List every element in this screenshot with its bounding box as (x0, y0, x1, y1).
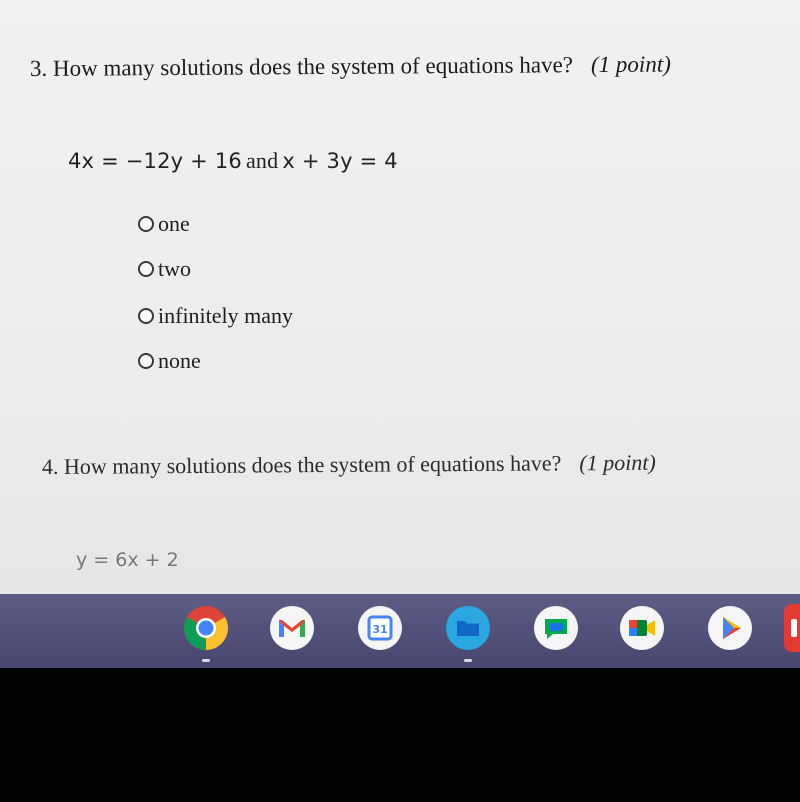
shelf-app-files[interactable] (444, 604, 492, 652)
shelf-app-partial[interactable] (784, 604, 800, 652)
radio-button-one[interactable] (138, 216, 154, 232)
shelf-app-chrome[interactable] (182, 604, 230, 652)
option-infinitely-many-label: infinitely many (158, 303, 294, 328)
option-two-label: two (158, 256, 191, 281)
question-3-heading (30, 52, 671, 82)
chat-icon (532, 604, 580, 652)
partial-app-icon (791, 619, 797, 637)
shelf-app-play-store[interactable] (706, 604, 754, 652)
play-store-icon (706, 604, 754, 652)
meet-icon (618, 604, 666, 652)
files-icon (444, 604, 492, 652)
equation-joiner: and (245, 148, 279, 173)
shelf-app-meet[interactable] (618, 604, 666, 652)
question-3-points: (1 point) (590, 51, 671, 78)
option-one[interactable] (138, 211, 190, 237)
question-3-text: 3. How many solutions does the system of equations have? (29, 52, 574, 81)
option-none-label: none (158, 348, 201, 373)
radio-button-none[interactable] (138, 353, 154, 369)
option-one-label: one (158, 211, 190, 236)
gmail-icon (268, 604, 316, 652)
shelf-app-calendar[interactable] (356, 604, 404, 652)
files-running-indicator (464, 659, 472, 662)
shelf-app-chat[interactable] (532, 604, 580, 652)
option-infinitely-many[interactable] (138, 303, 293, 329)
equation-1: 4x = −12y + 16 (68, 149, 242, 173)
chrome-running-indicator (202, 659, 210, 662)
shelf-app-gmail[interactable] (268, 604, 316, 652)
question-4-equation: y = 6x + 2 (76, 549, 179, 571)
screen-bezel (0, 668, 800, 802)
chrome-icon (182, 604, 230, 652)
option-none[interactable] (138, 348, 201, 374)
question-4-points: (1 point) (579, 449, 656, 476)
question-3-equations (68, 148, 398, 174)
question-4-heading (42, 450, 656, 480)
radio-button-infinitely-many[interactable] (138, 308, 154, 324)
equation-2: x + 3y = 4 (282, 149, 398, 173)
calendar-icon (356, 604, 404, 652)
radio-button-two[interactable] (138, 261, 154, 277)
option-two[interactable] (138, 256, 191, 282)
calendar-date-label: 31 (372, 623, 388, 636)
question-4-text: 4. How many solutions does the system of equations have? (41, 450, 562, 479)
